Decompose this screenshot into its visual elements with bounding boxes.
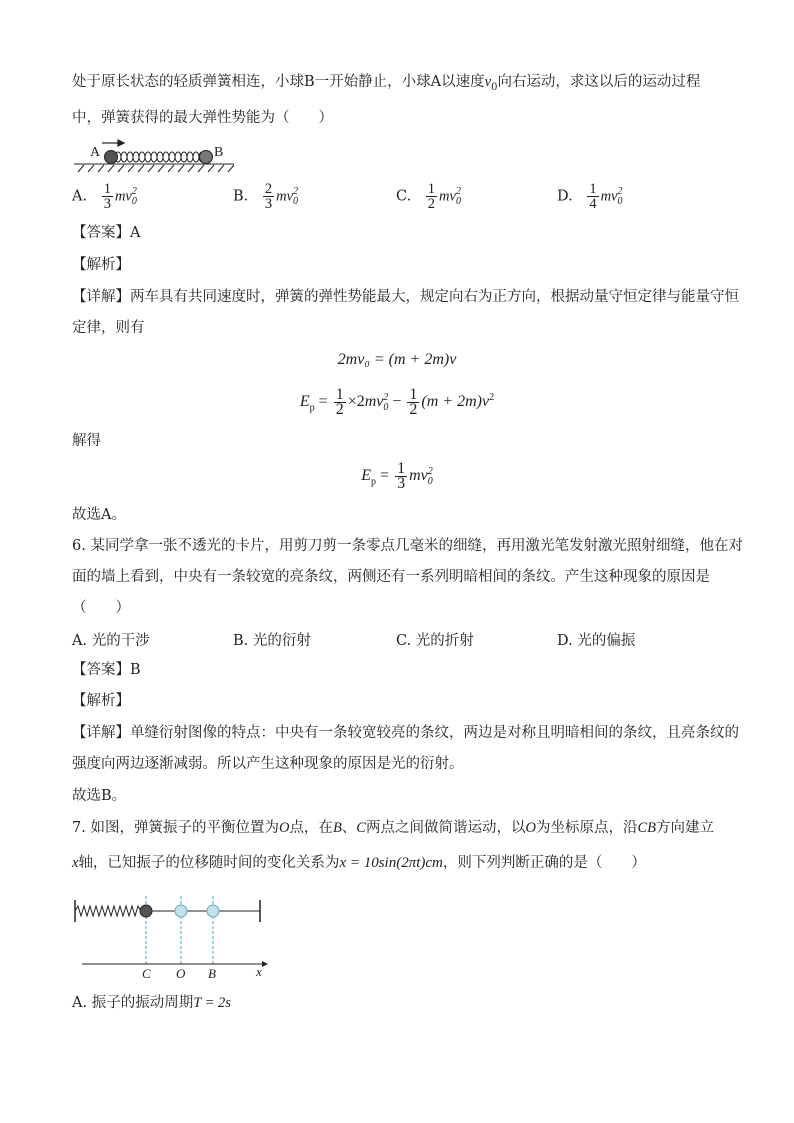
spring-coils bbox=[115, 152, 205, 162]
q6-option-a: A. 光的干涉 bbox=[72, 633, 150, 649]
q5-detail-line1: 【详解】两车具有共同速度时，弹簧的弹性势能最大，规定向右为正方向，根据动量守恒定律与能量守恒 bbox=[72, 289, 739, 305]
ball-a bbox=[105, 151, 118, 164]
q5-solve-label: 解得 bbox=[72, 433, 101, 449]
q6-option-b: B. 光的衍射 bbox=[233, 633, 311, 649]
q5-equation-energy: $E_p$ = $\frac{1}{2}$ ×2mv 2 0 − $\frac{1}{2}$ $(m + 2m)v^2$ bbox=[299, 386, 495, 418]
ground-hatch bbox=[74, 164, 234, 172]
q5-option-d: D. $\frac{1}{4}$ mv 2 0 bbox=[557, 181, 623, 212]
q5-stem-line2: 中，弹簧获得的最大弹性势能为（ ） bbox=[72, 110, 333, 126]
q7-stem-line2: x轴，已知振子的位移随时间的变化关系为x = 10sin(2πt)cm，则下列判断正确的是（ ） bbox=[72, 855, 646, 871]
q5-equation-result: $E_p$ = $\frac{1}{3}$ mv 2 0 bbox=[361, 460, 433, 492]
q5-detail-line2: 定律，则有 bbox=[72, 320, 145, 336]
velocity-arrow bbox=[102, 140, 124, 146]
q7-oscillator-figure bbox=[72, 892, 272, 982]
q5-answer: 【答案】A bbox=[72, 225, 141, 241]
q5-analysis-heading: 【解析】 bbox=[72, 257, 130, 273]
q5-stem-line1: 处于原长状态的轻质弹簧相连，小球B一开始静止，小球A以速度$v_0$向右运动，求这以后的运动过程 bbox=[72, 74, 701, 93]
q5-choose: 故选A。 bbox=[72, 507, 126, 523]
q7-option-a: A. 振子的振动周期T = 2s bbox=[72, 995, 231, 1011]
ball-at-c bbox=[140, 905, 152, 917]
ball-b bbox=[200, 151, 213, 164]
q6-detail-line2: 强度向两边逐渐减弱。所以产生这种现象的原因是光的衍射。 bbox=[72, 756, 464, 772]
label-b: B bbox=[214, 145, 224, 160]
q6-stem-line2: 面的墙上看到，中央有一条较宽的亮条纹，两侧还有一系列明暗相间的条纹。产生这种现象的原因是 bbox=[72, 569, 710, 585]
label-x: x bbox=[256, 964, 262, 979]
label-c: C bbox=[142, 966, 151, 981]
q6-option-c: C. 光的折射 bbox=[396, 633, 474, 649]
ball-at-b bbox=[207, 905, 219, 917]
q5-option-a: A. $\frac{1}{3}$ mv 2 0 bbox=[72, 181, 137, 212]
ball-at-o bbox=[175, 905, 187, 917]
q6-choose: 故选B。 bbox=[72, 788, 127, 804]
q7-stem-line1: 7. 如图，弹簧振子的平衡位置为O点，在B、C两点之间做简谐运动，以O为坐标原点，沿CB方向建立 bbox=[72, 820, 714, 836]
q5-spring-figure bbox=[72, 138, 242, 174]
label-a: A bbox=[90, 145, 101, 160]
q5-option-c: C. $\frac{1}{2}$ mv 2 0 bbox=[396, 181, 461, 212]
q6-detail-line1: 【详解】单缝衍射图像的特点：中央有一条较宽较亮的条纹，两边是对称且明暗相间的条纹，且亮条纹的 bbox=[72, 725, 739, 741]
q6-stem-line3: （ ） bbox=[72, 600, 130, 616]
q6-option-d: D. 光的偏振 bbox=[557, 633, 636, 649]
label-b: B bbox=[208, 966, 216, 981]
label-o: O bbox=[176, 966, 186, 981]
spring-zigzag bbox=[75, 906, 142, 916]
q6-stem-line1: 6. 某同学拿一张不透光的卡片，用剪刀剪一条零点几毫米的细缝，再用激光笔发射激光照射细缝，他在对 bbox=[72, 538, 743, 554]
q5-option-b: B. $\frac{2}{3}$ mv 2 0 bbox=[233, 181, 299, 212]
q5-equation-momentum: 2mv₀ = (m + 2m)v bbox=[337, 351, 457, 368]
q6-answer: 【答案】B bbox=[72, 662, 141, 678]
q6-analysis-heading: 【解析】 bbox=[72, 693, 130, 709]
x-axis bbox=[82, 961, 268, 967]
